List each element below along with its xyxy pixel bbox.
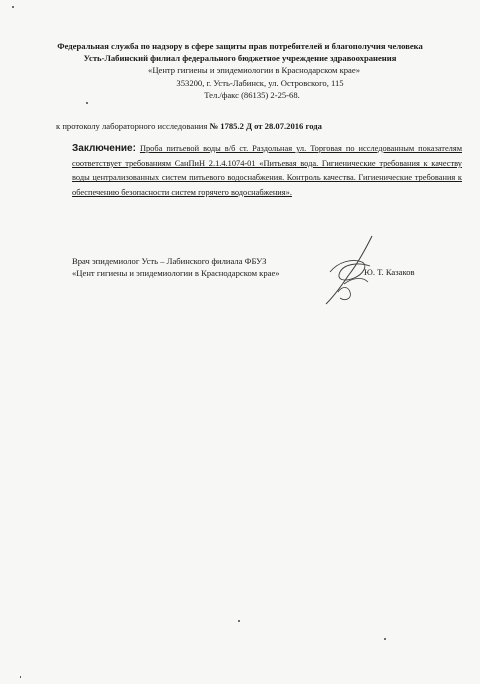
conclusion-block: Заключение: Проба питьевой воды в/б ст. Раздольная ул. Торговая по исследованным показателям соответствует требованиям СанПиН 2.1.4.1074-01 «Питьевая вода. Гигиенические требования к качеству воды централизованных систем питьевого водоснабжения. Контроль качества. Гигиенические требования к обеспечению безопасности систем горячего водоснабжения».	[72, 143, 462, 198]
agency-name: Федеральная служба по надзору в сфере защиты прав потребителей и благополучия человека	[57, 41, 423, 51]
scan-speck	[86, 102, 88, 104]
address: 353200, г. Усть-Лабинск, ул. Островского, 115	[176, 77, 344, 88]
conclusion-text: Проба питьевой воды в/б ст. Раздольная ул. Торговая по исследованным показателям соответствует требованиям СанПиН 2.1.4.1074-01 «Питьевая вода. Гигиенические требования к качеству воды централизованных систем питьевого водоснабжения. Контроль качества. Гигиенические требования к обеспечению безопасности систем горячего водоснабжения».	[72, 144, 462, 198]
protocol-number: № 1785.2 Д от 28.07.2016 года	[209, 121, 322, 131]
branch-name: Усть-Лабинский филиал федерального бюджетное учреждение здравоохранения	[83, 53, 397, 64]
letterhead	[20, 40, 460, 101]
signer-name: Ю. Т. Казаков	[364, 267, 415, 277]
center-name: «Центр гигиены и эпидемиологии в Краснодарском крае»	[148, 65, 360, 76]
scan-speck	[384, 638, 386, 640]
scan-speck	[238, 620, 240, 622]
conclusion-label: Заключение	[72, 143, 133, 154]
signer-position: Врач эпидемиолог Усть – Лабинского филиала ФБУЗ	[72, 256, 267, 266]
protocol-prefix: к протоколу лабораторного исследования	[56, 121, 210, 131]
scan-speck	[20, 676, 21, 678]
protocol-reference	[56, 121, 456, 131]
scan-speck	[12, 6, 14, 8]
phone-fax: Тел./факс (86135) 2-25-68.	[204, 89, 300, 100]
signer-organization: «Цент гигиены и эпидемиологии в Краснодарском крае»	[72, 268, 280, 279]
